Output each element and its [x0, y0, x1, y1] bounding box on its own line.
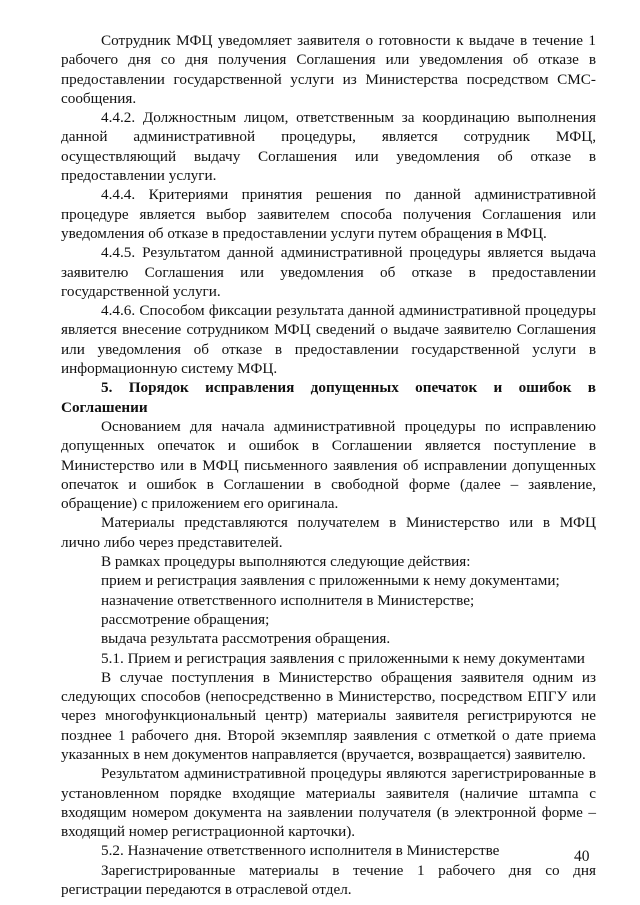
paragraph: Материалы представляются получателем в Министерство или в МФЦ лично либо через представителей. [61, 514, 596, 551]
paragraph: прием и регистрация заявления с приложенными к нему документами; [101, 572, 560, 590]
paragraph: 5.2. Назначение ответственного исполнителя в Министерстве [101, 842, 500, 860]
document-body [61, 31, 596, 899]
paragraph: 4.4.5. Результатом данной административной процедуры является выдача заявителю Соглашения или уведомления об отказе в предоставлении государственной услуги. [61, 244, 596, 300]
paragraph: Основанием для начала административной процедуры по исправлению допущенных опечаток и ошибок в Соглашении является поступление в Министерство или в МФЦ письменного заявления об исправлении допущенных опечаток и ошибок в Соглашении в свободной форме (далее – заявление, обращение) с приложением его оригинала. [61, 417, 596, 513]
paragraph: Зарегистрированные материалы в течение 1 рабочего дня со дня регистрации передаются в отраслевой отдел. [61, 861, 596, 899]
paragraph: Результатом административной процедуры являются зарегистрированные в установленном порядке входящие материалы заявителя (наличие штампа с входящим номером документа на заявлении получателя (в электронной форме – входящий номер регистрационной карточки). [61, 765, 596, 841]
paragraph: 5.1. Прием и регистрация заявления с приложенными к нему документами [101, 649, 585, 667]
paragraph: рассмотрение обращения; [101, 610, 270, 628]
paragraph: В рамках процедуры выполняются следующие действия: [101, 553, 471, 571]
paragraph: 4.4.2. Должностным лицом, ответственным за координацию выполнения данной административной процедуры, является сотрудник МФЦ, осуществляющий выдачу Соглашения или уведомления об отказе в предоставлении услуги. [61, 109, 596, 185]
paragraph: 4.4.4. Критериями принятия решения по данной административной процедуре является выбор заявителем способа получения Соглашения или уведомления об отказе в предоставлении услуги путем обращения в МФЦ. [61, 186, 596, 242]
paragraph: выдача результата рассмотрения обращения. [101, 630, 391, 648]
section-heading: 5. Порядок исправления допущенных опечаток и ошибок в Соглашении [61, 379, 596, 416]
page-number: 40 [574, 848, 590, 865]
paragraph: Сотрудник МФЦ уведомляет заявителя о готовности к выдаче в течение 1 рабочего дня со дня получения Соглашения или уведомления об отказе в предоставлении государственной услуги из Министерства посредством СМС-сообщения. [61, 32, 596, 107]
paragraph: назначение ответственного исполнителя в Министерстве; [101, 591, 475, 609]
paragraph: В случае поступления в Министерство обращения заявителя одним из следующих способов (непосредственно в Министерство, посредством ЕПГУ или через многофункциональный центр) материалы заявителя регистрируются не позднее 1 рабочего дня. Второй экземпляр заявления с отметкой о дате приема указанных в нем документов направляется (вручается, возвращается) заявителю. [61, 668, 596, 763]
paragraph: 4.4.6. Способом фиксации результата данной административной процедуры является внесение сотрудником МФЦ сведений о выдаче заявителю Соглашения или уведомления об отказе в предоставлении государственной услуги в информационную систему МФЦ. [61, 302, 596, 378]
